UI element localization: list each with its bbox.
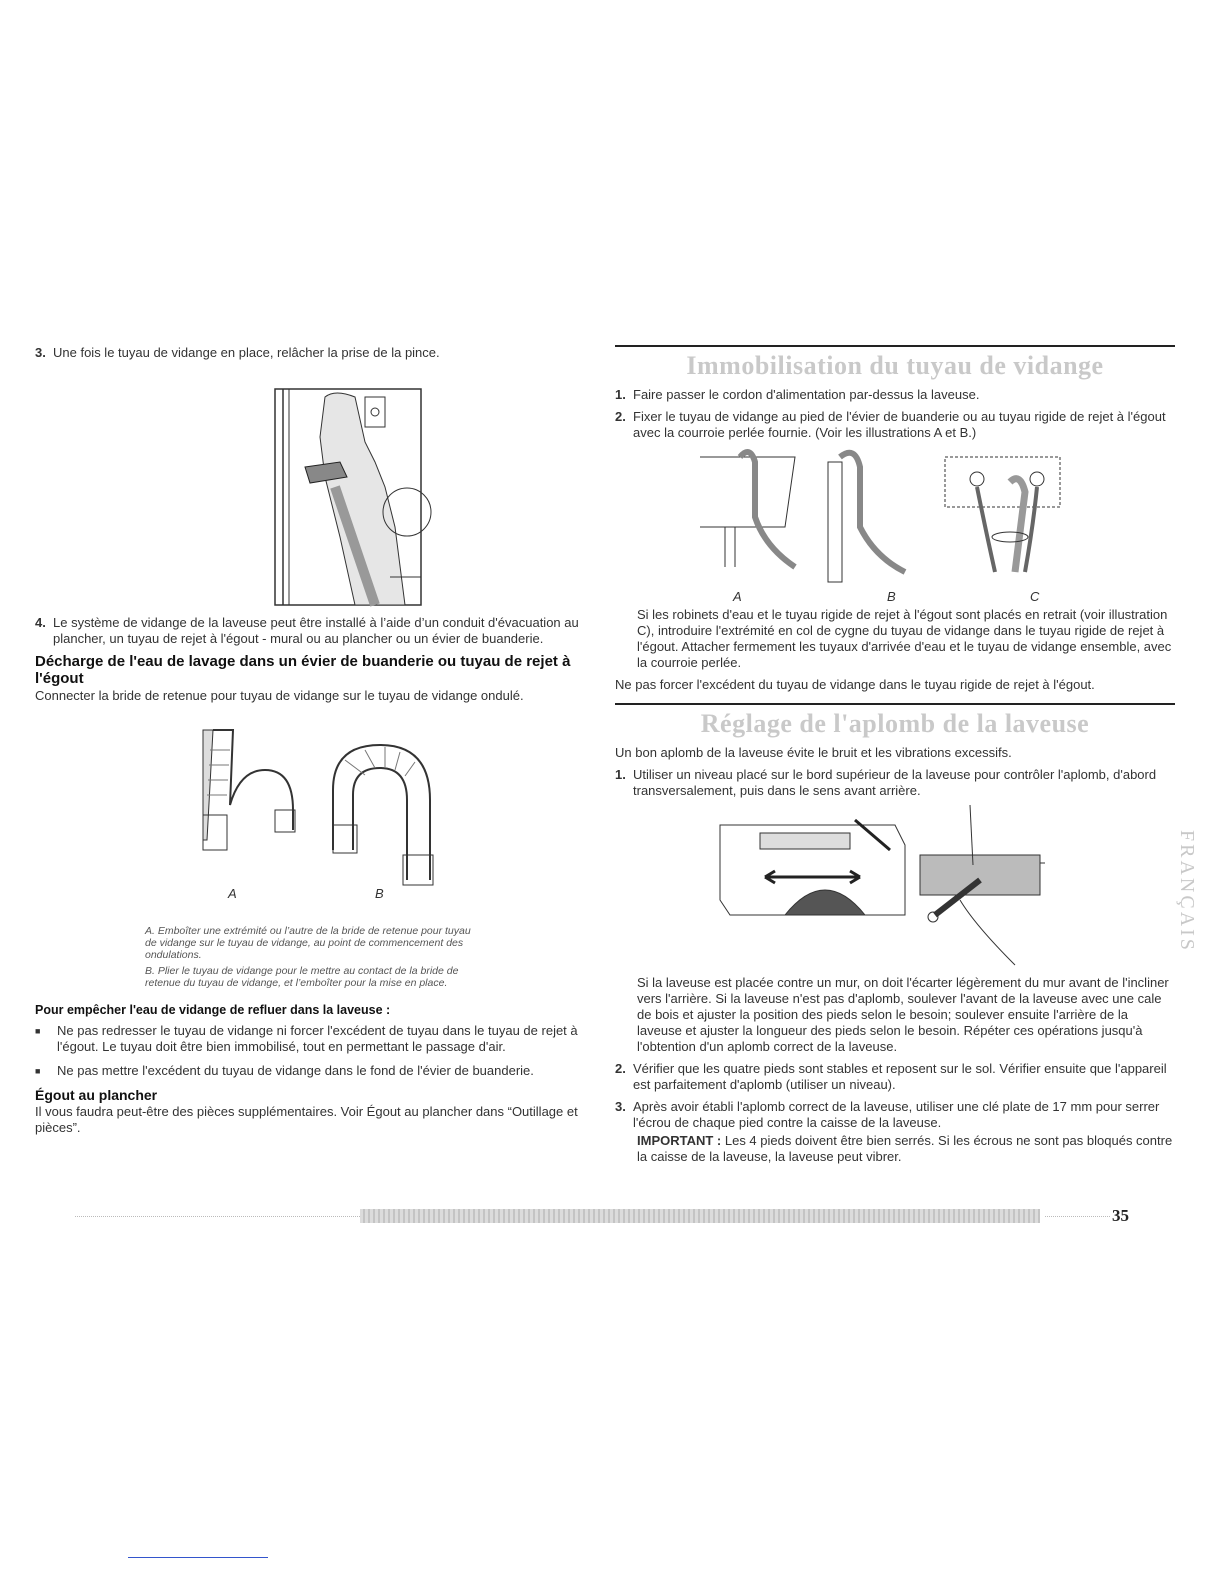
leveling-drawing [615, 805, 1175, 975]
prevent-backflow-heading: Pour empêcher l'eau de vidange de refluer dans la laveuse : [35, 1003, 391, 1017]
important-label: IMPORTANT : [637, 1133, 722, 1148]
footer-bar [360, 1209, 1040, 1223]
hose-form-drawing [35, 710, 590, 910]
floor-drain-heading: Égout au plancher [35, 1087, 158, 1103]
floor-drain-text: Il vous faudra peut-être des pièces supplémentaires. Voir Égout au plancher dans “Outillage et pièces”. [35, 1104, 578, 1135]
bullet-item [35, 1063, 590, 1079]
bullet-text: Ne pas mettre l'excédent du tuyau de vidange dans le fond de l'évier de buanderie. [57, 1063, 534, 1078]
step-number: 1. [615, 387, 626, 402]
right-column [615, 345, 1175, 1171]
leveling-illustration [615, 805, 1175, 975]
s2-intro: Un bon aplomb de la laveuse évite le bruit et les vibrations excessifs. [615, 745, 1012, 760]
caption-a: A. Emboîter une extrémité ou l’autre de la bride de retenue pour tuyau de vidange sur le tuyau de vidange, au point de commencement des ondulations. [145, 925, 471, 961]
section-heading-laundry-tub: Décharge de l'eau de lavage dans un évier de buanderie ou tuyau de rejet à l'égout [35, 653, 571, 687]
bullet-marker: ■ [35, 1026, 41, 1036]
bullet-item [35, 1023, 590, 1055]
important-note [615, 1133, 1175, 1165]
s1-step-2 [615, 409, 1175, 441]
hose-form-illustration [35, 710, 590, 925]
footer-dotted-line-left [75, 1216, 360, 1217]
bullet-marker: ■ [35, 1066, 41, 1076]
figure-label-b: B [887, 589, 896, 604]
hose-clamp-illustration [35, 367, 590, 607]
s2-step-2 [615, 1061, 1175, 1093]
s2-step-1 [615, 767, 1175, 799]
caption-b: B. Plier le tuyau de vidange pour le mettre au contact de la bride de retenue du tuyau de vidange, et l’emboîter pour la mise en place. [145, 965, 459, 989]
s1-step-1 [615, 387, 1175, 403]
figure-label-b: B [375, 886, 384, 901]
bottom-rule [128, 1557, 268, 1558]
step-number: 3. [615, 1099, 626, 1114]
bullet-text: Ne pas redresser le tuyau de vidange ni forcer l'excédent de tuyau dans le tuyau de rejet à l'égout. Le tuyau doit être bien immobilisé, tout en permettant le passage d'air. [57, 1023, 578, 1054]
section-title-leveling: Réglage de l'aplomb de la laveuse [615, 703, 1175, 739]
step-text: Après avoir établi l'aplomb correct de la laveuse, utiliser une clé plate de 17 mm pour serrer l'écrou de chaque pied contre la caisse de la laveuse. [633, 1099, 1160, 1130]
hose-clamp-drawing [35, 367, 590, 607]
footer-dotted-line-right [1045, 1216, 1110, 1217]
hose-securing-drawing [615, 447, 1175, 587]
step-number: 3. [35, 345, 46, 360]
step-text: Utiliser un niveau placé sur le bord supérieur de la laveuse pour contrôler l'aplomb, d'abord transversalement, puis dans le sens avant arrière. [633, 767, 1157, 798]
step-number: 2. [615, 409, 626, 424]
s2-step-3 [615, 1099, 1175, 1131]
section-intro: Connecter la bride de retenue pour tuyau de vidange sur le tuyau de vidange ondulé. [35, 688, 524, 703]
section-title-hose-securing: Immobilisation du tuyau de vidange [615, 345, 1175, 381]
important-text: Les 4 pieds doivent être bien serrés. Si les écrous ne sont pas bloqués contre la caisse de la laveuse, la laveuse peut vibrer. [637, 1133, 1173, 1164]
language-side-label: FRANÇAIS [1176, 830, 1198, 953]
step-3 [35, 345, 590, 361]
step-number: 2. [615, 1061, 626, 1076]
figure-label-a: A [228, 886, 237, 901]
step-text: Vérifier que les quatre pieds sont stables et reposent sur le sol. Vérifier ensuite que l'appareil est parfaitement d'aplomb (utiliser un niveau). [633, 1061, 1167, 1092]
left-column [35, 345, 590, 1142]
figure-label-a: A [733, 589, 742, 604]
s2-paragraph-leveling: Si la laveuse est placée contre un mur, on doit l'écarter légèrement du mur avant de l'incliner vers l'arrière. Si la laveuse n'est pas d'aplomb, soulever l'avant de la laveuse avec une cale de bois et ajuster la position des pieds selon le besoin; soulever ensuite l'arrière de la laveuse et ajuster la longueur des pieds selon le besoin. Répéter ces opérations jusqu'à l'obtention d'un aplomb correct de la laveuse. [637, 975, 1169, 1054]
step-text: Le système de vidange de la laveuse peut être installé à l’aide d’un conduit d'évacuation au plancher, un tuyau de rejet à l'égout - mural ou au plancher ou un évier de buanderie. [53, 615, 579, 646]
step-4 [35, 615, 590, 647]
step-text: Une fois le tuyau de vidange en place, relâcher la prise de la pince. [53, 345, 440, 360]
step-number: 1. [615, 767, 626, 782]
hose-securing-illustration [615, 447, 1175, 607]
figure-label-c: C [1030, 589, 1040, 604]
step-text: Fixer le tuyau de vidange au pied de l'évier de buanderie ou au tuyau rigide de rejet à l'égout avec la courroie perlée fournie. (Voir les illustrations A et B.) [633, 409, 1166, 440]
step-text: Faire passer le cordon d'alimentation par-dessus la laveuse. [633, 387, 980, 402]
step-number: 4. [35, 615, 46, 630]
s1-paragraph-warning: Ne pas forcer l'excédent du tuyau de vidange dans le tuyau rigide de rejet à l'égout. [615, 677, 1095, 692]
page-number: 35 [1112, 1206, 1129, 1225]
s1-paragraph-recessed: Si les robinets d'eau et le tuyau rigide de rejet à l'égout sont placés en retrait (voir illustration C), introduire l'extrémité en col de cygne du tuyau de vidange dans le tuyau rigide de rejet à l'égout. Attacher fermement les tuyaux d'arrivée d'eau et le tuyau de vidange ensemble, avec la courroie perlée. [637, 607, 1172, 670]
